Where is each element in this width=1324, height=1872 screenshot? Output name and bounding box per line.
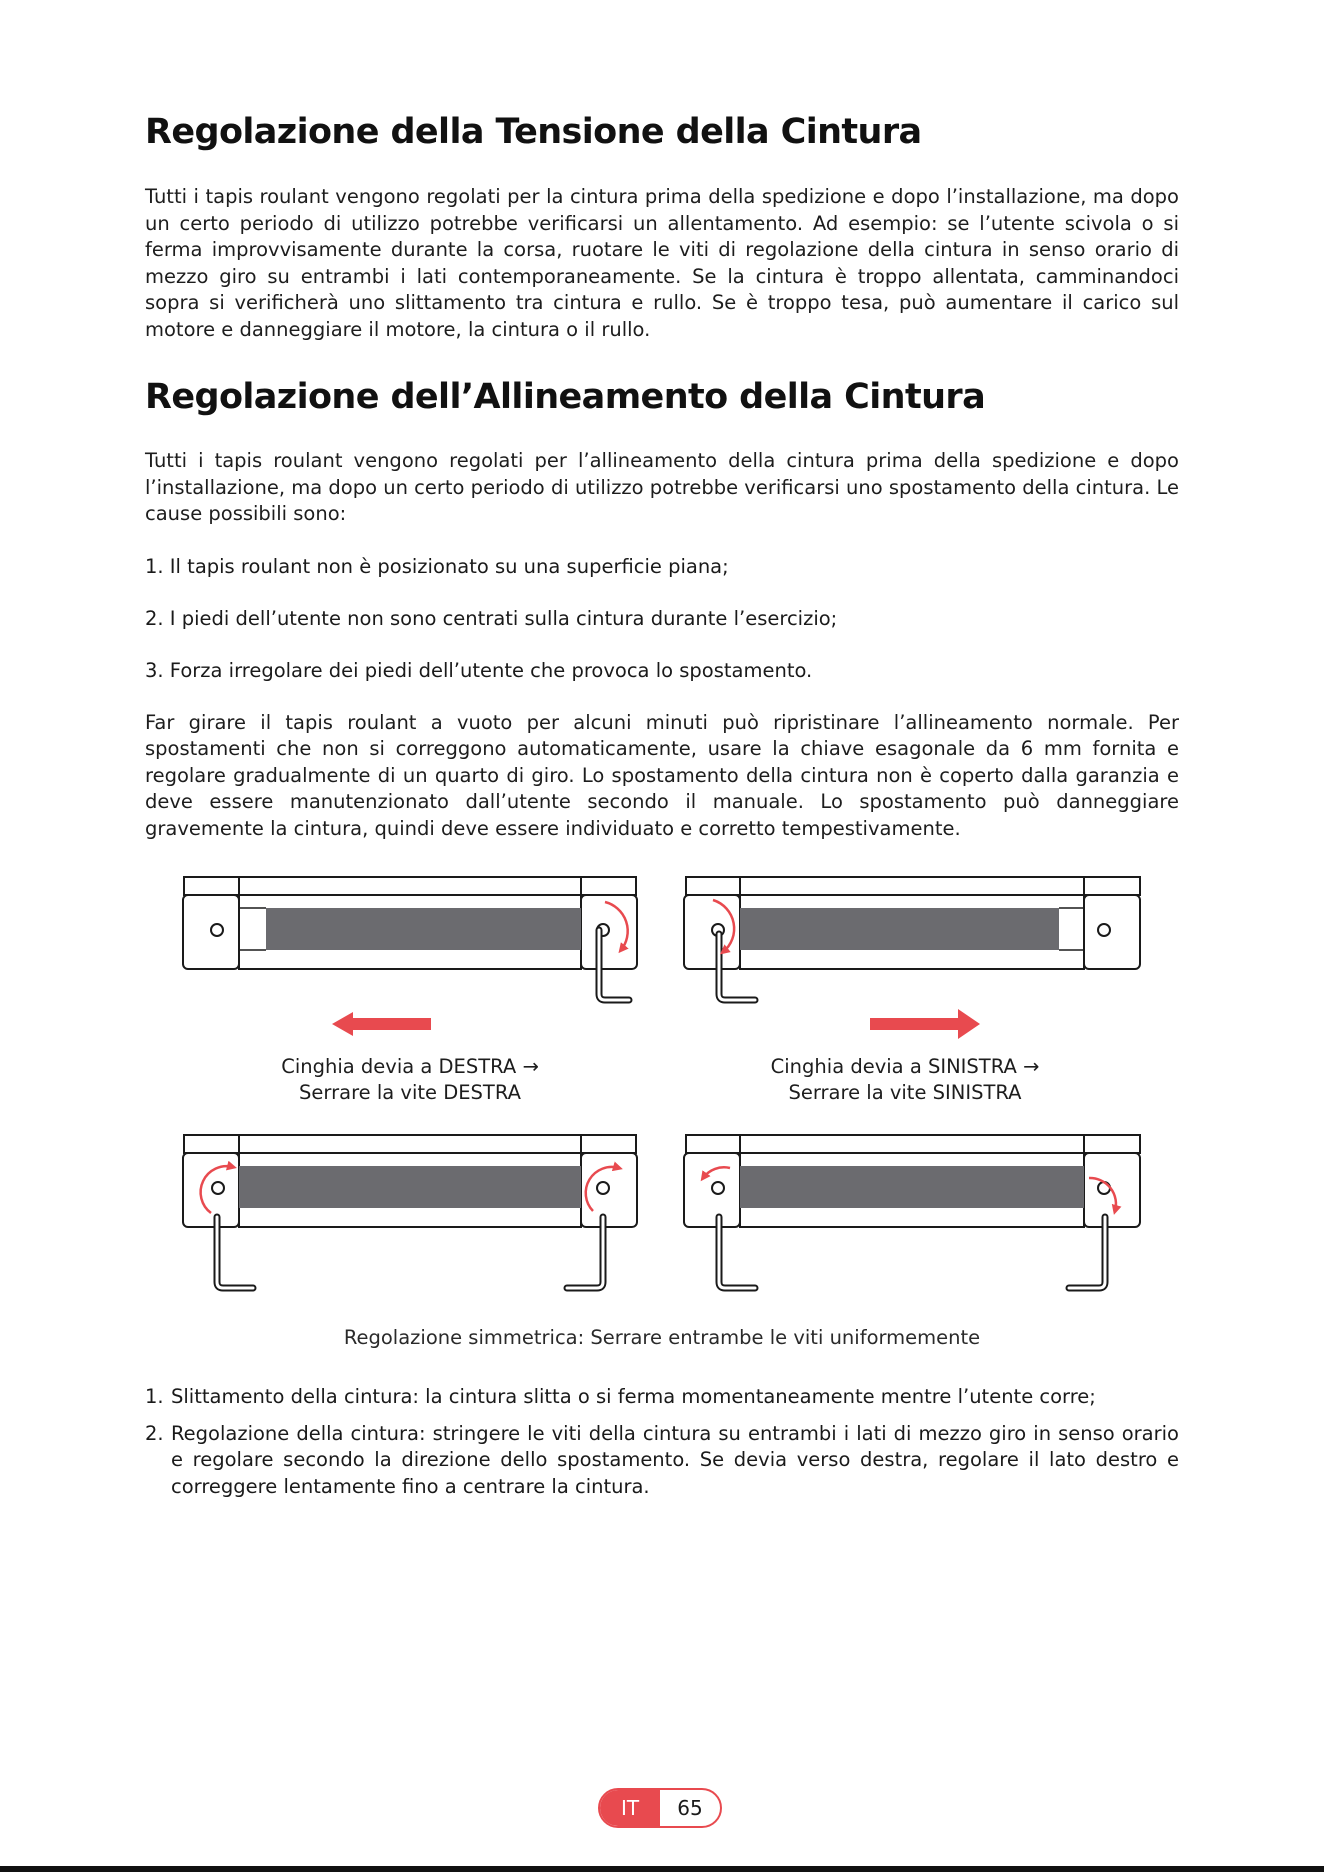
section-title-alignment: Regolazione dell’Allineamento della Cintura bbox=[145, 377, 986, 417]
caption-drift-left-line2: Serrare la vite SINISTRA bbox=[788, 1081, 1022, 1104]
list-item bbox=[145, 1384, 1179, 1411]
screw-icon bbox=[597, 1182, 609, 1194]
treadmill-bottom-right bbox=[684, 1135, 1140, 1288]
note-number: 1. bbox=[145, 1385, 164, 1408]
belt-shifted-right bbox=[266, 908, 581, 950]
section-title-tension: Regolazione della Tensione della Cintura bbox=[145, 112, 922, 152]
caption-drift-right-line1: Cinghia devia a DESTRA → bbox=[281, 1055, 539, 1078]
belt-centered bbox=[740, 1166, 1084, 1208]
arrow-right-icon bbox=[870, 1009, 980, 1039]
notes-list bbox=[145, 1384, 1179, 1510]
diagram-illustration bbox=[175, 872, 1150, 1342]
content-column bbox=[145, 110, 1179, 842]
screw-icon bbox=[1098, 924, 1110, 936]
belt-centered bbox=[239, 1166, 581, 1208]
note-text: Regolazione della cintura: stringere le viti della cintura su entrambi i lati di mezzo giro in senso orario e regolare secondo la direzione dello spostamento. Se devia verso destra, regolare il lato destro e correggere lentamente fino a centrare la cintura. bbox=[171, 1421, 1179, 1498]
treadmill-top-right bbox=[684, 877, 1140, 1000]
caption-drift-right-line2: Serrare la vite DESTRA bbox=[299, 1081, 521, 1104]
screw-icon bbox=[212, 1182, 224, 1194]
caption-drift-left-line1: Cinghia devia a SINISTRA → bbox=[770, 1055, 1040, 1078]
caption-drift-left bbox=[705, 1054, 1105, 1106]
cause-item: 3. Forza irregolare dei piedi dell’utente che provoca lo spostamento. bbox=[145, 658, 813, 682]
treadmill-top-left bbox=[183, 877, 637, 1000]
list-item bbox=[145, 1421, 1179, 1501]
page-bottom-border bbox=[0, 1866, 1324, 1872]
caption-drift-right bbox=[210, 1054, 610, 1106]
treadmill-bottom-left bbox=[183, 1135, 637, 1288]
alignment-intro: Tutti i tapis roulant vengono regolati per l’allineamento della cintura prima della spedizione e dopo l’installazione, ma dopo un certo periodo di utilizzo potrebbe verificarsi uno spostamento della cintura. Le cause possibili sono: bbox=[145, 449, 1179, 525]
note-number: 2. bbox=[145, 1421, 164, 1445]
cause-item: 1. Il tapis roulant non è posizionato su una superficie piana; bbox=[145, 554, 729, 578]
cause-item: 2. I piedi dell’utente non sono centrati sulla cintura durante l’esercizio; bbox=[145, 606, 838, 630]
tension-paragraph: Tutti i tapis roulant vengono regolati per la cintura prima della spedizione e dopo l’installazione, ma dopo un certo periodo di utilizzo potrebbe verificarsi un allentamento. Ad esempio: se l’utente scivola o si ferma improvvisamente durante la corsa, ruotare le viti di regolazione della cintura in senso orario di mezzo giro su entrambi i lati contemporaneamente. Se la cintura è troppo allentata, camminandoci sopra si verificherà uno slittamento tra cintura e rullo. Se è troppo tesa, può aumentare il carico sul motore e danneggiare il motore, la cintura o il rullo. bbox=[145, 185, 1179, 341]
page-number-badge bbox=[598, 1788, 722, 1828]
page-number: 65 bbox=[677, 1796, 703, 1820]
alignment-paragraph: Far girare il tapis roulant a vuoto per alcuni minuti può ripristinare l’allineamento normale. Per spostamenti che non si correggono automaticamente, usare la chiave esagonale da 6 mm fornita e regolare gradualmente di un quarto di giro. Lo spostamento della cintura non è coperto dalla garanzia e deve essere manutenzionato dall’utente secondo il manuale. Lo spostamento può danneggiare gravemente la cintura, quindi deve essere individuato e corretto tempestivamente. bbox=[145, 710, 1179, 840]
screw-icon bbox=[712, 1182, 724, 1194]
belt-shifted-left bbox=[740, 908, 1059, 950]
language-code: IT bbox=[600, 1790, 660, 1826]
belt-alignment-diagram bbox=[175, 872, 1150, 1342]
caption-symmetric: Regolazione simmetrica: Serrare entrambe le viti uniformemente bbox=[343, 1326, 981, 1349]
screw-icon bbox=[211, 924, 223, 936]
note-text: Slittamento della cintura: la cintura slitta o si ferma momentaneamente mentre l’utente corre; bbox=[171, 1385, 1096, 1408]
